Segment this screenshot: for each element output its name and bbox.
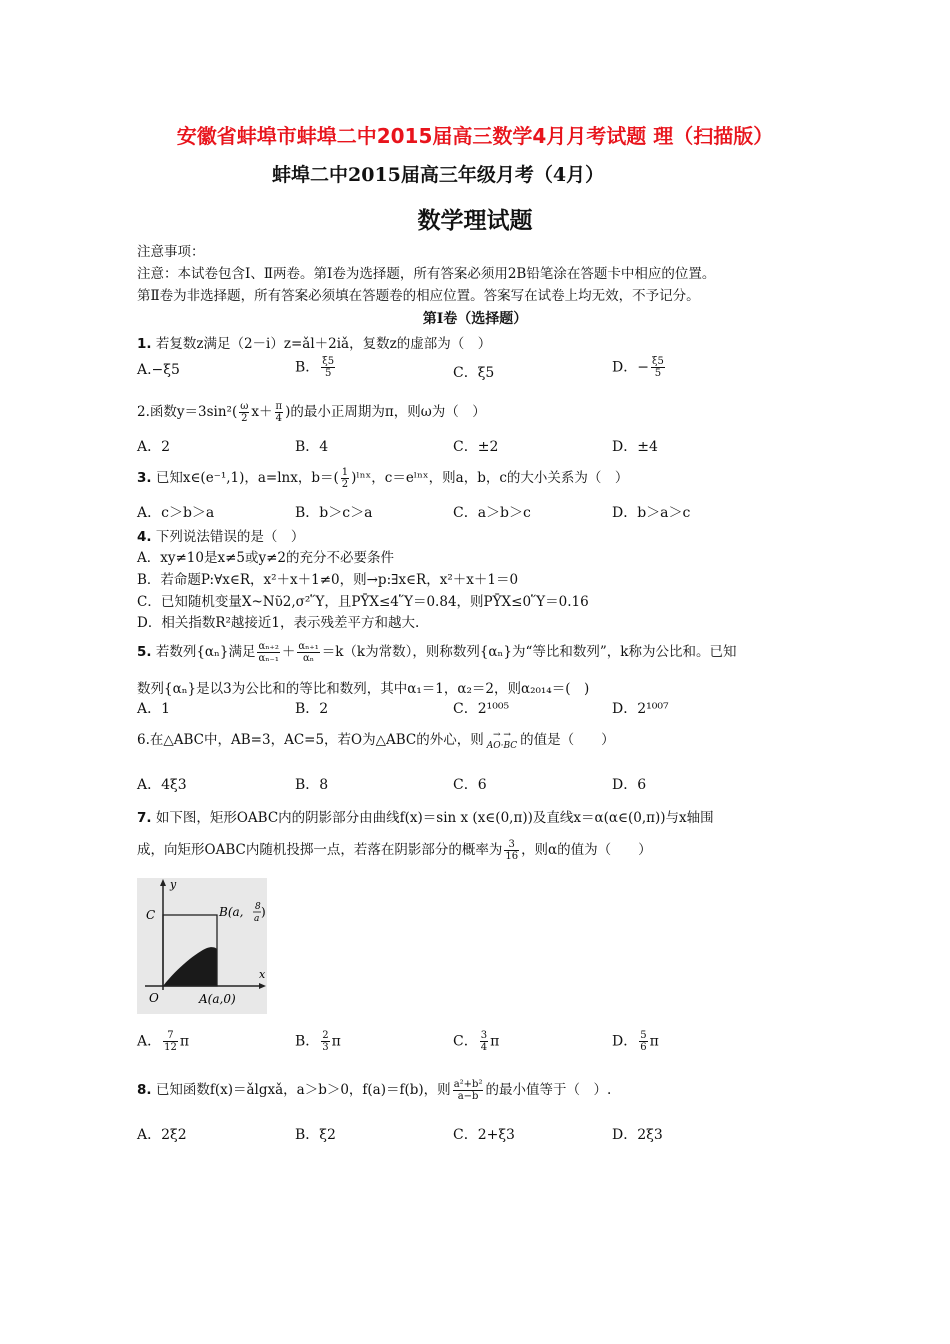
q8-stem: [137, 1078, 611, 1102]
q7-option-b-frac: $\frac{2}{3}$: [322, 1030, 329, 1053]
q7-text-a: 如下图，矩形OABC内的阴影部分由曲线f(x)＝sin x (x∈(0,π))及直线x＝α(α∈(0,π))与x轴围: [155, 810, 714, 826]
q7-number: 7.: [137, 810, 152, 826]
q7-option-a-pi: π: [179, 1033, 190, 1050]
q7-option-b: [295, 1030, 341, 1053]
q7-option-d-frac: $\frac{5}{6}$: [640, 1030, 647, 1053]
q1-option-b-frac: $\frac{\xi 5}{5}$: [322, 356, 335, 379]
q5-stem-line-2: 数列{αₙ}是以3为公比和的等比和数列，其中α₁＝1，α₂＝2，则α₂₀₁₄＝( ): [137, 681, 590, 697]
notes-line-2: 第Ⅱ卷为非选择题，所有答案必须填在答题卷的相应位置。答案写在试卷上均无效，不予记分。: [137, 288, 700, 304]
q4-stem: [137, 525, 304, 545]
q7-option-a-frac: $\frac{7}{12}$: [164, 1030, 177, 1053]
q5-plus: ＋: [281, 644, 296, 660]
q4-option-b: B．若命题P:∀x∈R，x²＋x＋1≠0，则→p:∃x∈R，x²＋x＋1＝0: [137, 572, 519, 588]
q5-stem-line-1: [137, 640, 736, 664]
q3-option-c: C．a＞b＞c: [453, 505, 531, 521]
q6-option-b: B．8: [295, 777, 329, 793]
q1-option-d: [612, 356, 667, 379]
q5-number: 5.: [137, 644, 152, 660]
q7-stem-line-2: [137, 838, 652, 862]
q1-number: 1.: [137, 336, 152, 352]
q7-option-c-frac: $\frac{3}{4}$: [480, 1030, 488, 1053]
q3-text-b: )ˡⁿˣ，c＝eˡⁿˣ，则a，b，c的大小关系为（ ）: [351, 470, 629, 486]
section-title: 第Ⅰ卷（选择题）: [422, 311, 528, 327]
q2-stem: [137, 400, 486, 424]
q1-option-d-frac: $\frac{\xi 5}{5}$: [651, 356, 664, 379]
q1-option-b-label: B．: [295, 359, 320, 376]
q5-option-c: C．2¹⁰⁰⁵: [453, 701, 510, 717]
q4-option-c: C．已知随机变量X~Nῦ2,σ²Ὕ，且PῩX≤4Ὕ＝0.84，则PῩX≤0Ὕ＝0.16: [137, 594, 589, 610]
q5-text-a: 若数列{αₙ}满足: [155, 644, 256, 660]
q3-option-b: B．b＞c＞a: [295, 505, 373, 521]
q5-text-b: ＝k（k为常数），则称数列{αₙ}为“等比和数列”，k称为公比和。已知: [321, 644, 737, 660]
q8-text-a: 已知函数f(x)＝ǎlgxǎ，a＞b＞0，f(a)＝f(b)，则: [155, 1082, 451, 1098]
q2-option-c: C．±2: [453, 439, 499, 455]
q7-option-a-label: A．: [137, 1033, 162, 1050]
q7-option-d-label: D．: [612, 1033, 638, 1050]
q7-option-d: [612, 1030, 659, 1053]
q1-text: 若复数z满足（2－i）z=ǎl＋2iǎ，复数z的虚部为（ ）: [155, 336, 492, 352]
q2-option-b: B．4: [295, 439, 329, 455]
label-y: y: [170, 878, 177, 891]
q7-stem-line-1: [137, 806, 714, 826]
q1-option-a: A.−ξ5: [137, 362, 180, 378]
q5-frac-2: $\frac{\text{αₙ₊₁}}{\text{αₙ}}$: [298, 641, 319, 664]
q1-option-c: C．ξ5: [453, 365, 495, 381]
q7-option-c-pi: π: [490, 1033, 500, 1050]
q6-stem: [137, 728, 615, 752]
notes-line-1: 注意：本试卷包含Ⅰ、Ⅱ两卷。第Ⅰ卷为选择题，所有答案必须用2B铅笔涂在答题卡中相应的位置。: [137, 266, 716, 282]
q7-option-c-label: C．: [453, 1033, 478, 1050]
q3-frac: $\frac{1}{2}$: [341, 467, 349, 490]
label-o: O: [149, 991, 159, 1005]
q6-vector: → → AO·BC: [486, 729, 518, 751]
q3-number: 3.: [137, 470, 152, 486]
q7-text-c: ，则α的值为（ ）: [521, 842, 652, 858]
q2-text-b: x＋: [251, 404, 273, 420]
q6-text-end: 的值是（ ）: [520, 732, 615, 748]
q8-option-d: D．2ξ3: [612, 1127, 663, 1143]
q7-text-b: 成，向矩形OABC内随机投掷一点，若落在阴影部分的概率为: [137, 842, 503, 858]
q2-frac-1: $\frac{\omega}{2}$: [240, 401, 249, 424]
q8-option-b: B．ξ2: [295, 1127, 336, 1143]
q1-option-d-label: D．−: [612, 359, 649, 376]
label-x: x: [259, 968, 266, 981]
q7-option-c: [453, 1030, 499, 1053]
q7-prob-frac: $\frac{3}{16}$: [505, 839, 519, 862]
q3-option-d: D．b＞a＞c: [612, 505, 691, 521]
q8-option-a: A．2ξ2: [137, 1127, 187, 1143]
q3-text-a: 已知x∈(e⁻¹,1)，a=lnx，b＝(: [155, 470, 339, 486]
q7-option-b-label: B．: [295, 1033, 320, 1050]
q8-frac: $\frac{\text{a²+b²}}{a-b}$: [453, 1079, 483, 1102]
q8-text-b: 的最小值等于（ ）.: [485, 1082, 612, 1098]
q5-option-a: A．1: [137, 701, 171, 717]
q7-option-b-pi: π: [331, 1033, 341, 1050]
q2-option-a: A．2: [137, 439, 171, 455]
main-title: 安徽省蚌埠市蚌埠二中2015届高三数学4月月考试题 理（扫描版）: [176, 124, 774, 148]
q5-option-d: D．2¹⁰⁰⁷: [612, 701, 669, 717]
q7-option-d-pi: π: [649, 1033, 659, 1050]
q4-option-a: A．xy≠10是x≠5或y≠2的充分不必要条件: [137, 550, 395, 566]
q7-option-a: [137, 1030, 189, 1053]
q6-option-a: A．4ξ3: [137, 777, 187, 793]
q2-text-a: 2.函数y＝3sin²(: [137, 404, 238, 420]
q4-option-d: D．相关指数R²越接近1，表示残差平方和越大.: [137, 615, 420, 631]
q1-option-b: [295, 356, 337, 379]
q3-stem: [137, 466, 628, 490]
q8-number: 8.: [137, 1082, 152, 1098]
label-b-end: ): [261, 905, 266, 919]
q6-option-d: D．6: [612, 777, 647, 793]
label-b: B(a,: [219, 905, 244, 919]
q4-number: 4.: [137, 529, 152, 545]
q2-text-c: )的最小正周期为π，则ω为（ ）: [285, 404, 486, 420]
q2-frac-2: $\frac{\pi}{4}$: [275, 401, 283, 424]
q6-option-c: C．6: [453, 777, 487, 793]
q5-option-b: B．2: [295, 701, 329, 717]
q6-text: 6.在△ABC中，AB=3，AC=5，若O为△ABC的外心，则: [137, 732, 484, 748]
label-b-den: a: [254, 914, 260, 924]
q2-option-d: D．±4: [612, 439, 658, 455]
label-c: C: [146, 908, 156, 922]
sub-title: 蚌埠二中2015届高三年级月考（4月）: [272, 164, 605, 186]
exam-title: 数学理试题: [417, 207, 533, 234]
label-b-num: 8: [255, 902, 261, 912]
q3-option-a: A．c＞b＞a: [137, 505, 215, 521]
label-a: A(a,0): [199, 992, 236, 1006]
q7-figure: [137, 878, 267, 1014]
q8-option-c: C．2+ξ3: [453, 1127, 515, 1143]
q4-text: 下列说法错误的是（ ）: [155, 529, 305, 545]
q5-frac-1: $\frac{\text{αₙ₊₂}}{\text{αₙ₋₁}}$: [258, 641, 279, 664]
q7-figure-svg: [137, 878, 267, 1014]
q1-stem: [137, 332, 491, 352]
notes-heading: 注意事项：: [137, 244, 205, 260]
